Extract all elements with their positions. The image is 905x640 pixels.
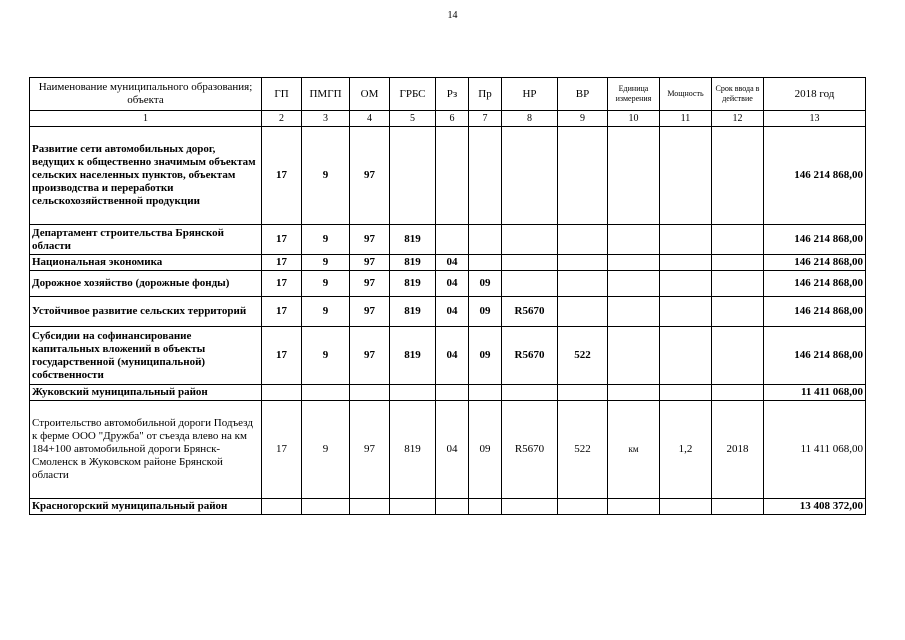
code-cell: 09	[469, 327, 502, 385]
code-cell	[660, 225, 712, 255]
code-cell: 17	[262, 225, 302, 255]
code-cell	[608, 499, 660, 515]
code-cell	[712, 255, 764, 271]
amount-cell: 146 214 868,00	[764, 127, 866, 225]
table-row	[30, 225, 866, 255]
code-cell	[436, 225, 469, 255]
col-header-commissioning: Срок ввода в действие	[712, 78, 764, 111]
code-cell	[712, 225, 764, 255]
code-cell	[390, 385, 436, 401]
code-cell: 09	[469, 401, 502, 499]
code-cell	[558, 225, 608, 255]
code-cell: 819	[390, 297, 436, 327]
table-row	[30, 327, 866, 385]
code-cell	[502, 225, 558, 255]
code-cell: 04	[436, 297, 469, 327]
code-cell	[502, 255, 558, 271]
code-cell: 09	[469, 297, 502, 327]
code-cell	[436, 499, 469, 515]
table-row	[30, 127, 866, 225]
code-cell	[469, 385, 502, 401]
code-cell	[608, 255, 660, 271]
code-cell	[262, 499, 302, 515]
code-cell: 97	[350, 297, 390, 327]
code-cell	[608, 385, 660, 401]
code-cell	[558, 255, 608, 271]
code-cell	[436, 127, 469, 225]
code-cell: 17	[262, 401, 302, 499]
object-name-cell: Развитие сети автомобильных дорог, ведущих к общественно значимым объектам сельских населенных пунктов, объектам производства и переработки сельскохозяйственной продукции	[30, 127, 262, 225]
code-cell: 9	[302, 255, 350, 271]
code-cell	[712, 271, 764, 297]
code-cell: 9	[302, 127, 350, 225]
code-cell	[660, 499, 712, 515]
col-header-nr: НР	[502, 78, 558, 111]
column-number: 8	[502, 111, 558, 127]
table-row	[30, 385, 866, 401]
col-header-vr: ВР	[558, 78, 608, 111]
code-cell	[712, 297, 764, 327]
table-row	[30, 401, 866, 499]
code-cell	[660, 385, 712, 401]
amount-cell: 146 214 868,00	[764, 327, 866, 385]
code-cell: 17	[262, 271, 302, 297]
code-cell: 17	[262, 127, 302, 225]
column-number: 6	[436, 111, 469, 127]
code-cell: 522	[558, 401, 608, 499]
code-cell	[502, 385, 558, 401]
code-cell: км	[608, 401, 660, 499]
col-header-pr: Пр	[469, 78, 502, 111]
column-number: 10	[608, 111, 660, 127]
code-cell	[350, 499, 390, 515]
amount-cell: 146 214 868,00	[764, 297, 866, 327]
column-number: 12	[712, 111, 764, 127]
code-cell	[660, 255, 712, 271]
amount-cell: 11 411 068,00	[764, 385, 866, 401]
code-cell	[502, 127, 558, 225]
code-cell	[302, 385, 350, 401]
code-cell	[469, 499, 502, 515]
object-name-cell: Дорожное хозяйство (дорожные фонды)	[30, 271, 262, 297]
code-cell	[558, 127, 608, 225]
code-cell	[558, 499, 608, 515]
code-cell: R5670	[502, 327, 558, 385]
code-cell	[608, 271, 660, 297]
code-cell	[712, 127, 764, 225]
code-cell: 97	[350, 255, 390, 271]
code-cell	[558, 271, 608, 297]
column-number: 1	[30, 111, 262, 127]
col-header-capacity: Мощность	[660, 78, 712, 111]
code-cell: 819	[390, 255, 436, 271]
code-cell	[469, 127, 502, 225]
code-cell	[608, 297, 660, 327]
code-cell: 819	[390, 271, 436, 297]
code-cell: 97	[350, 271, 390, 297]
object-name-cell: Устойчивое развитие сельских территорий	[30, 297, 262, 327]
amount-cell: 146 214 868,00	[764, 271, 866, 297]
code-cell: R5670	[502, 401, 558, 499]
page-number: 14	[447, 10, 458, 21]
code-cell: 17	[262, 327, 302, 385]
code-cell	[660, 127, 712, 225]
code-cell	[469, 255, 502, 271]
col-header-2018: 2018 год	[764, 78, 866, 111]
code-cell: 9	[302, 225, 350, 255]
code-cell: 97	[350, 225, 390, 255]
code-cell: 9	[302, 271, 350, 297]
table-row	[30, 499, 866, 515]
code-cell: 04	[436, 327, 469, 385]
amount-cell: 13 408 372,00	[764, 499, 866, 515]
header-row	[30, 78, 866, 111]
object-name-cell: Департамент строительства Брянской области	[30, 225, 262, 255]
code-cell: 522	[558, 327, 608, 385]
col-header-unit: Единица измерения	[608, 78, 660, 111]
code-cell: 2018	[712, 401, 764, 499]
amount-cell: 146 214 868,00	[764, 255, 866, 271]
code-cell: 9	[302, 297, 350, 327]
code-cell	[608, 127, 660, 225]
table-body	[30, 127, 866, 515]
column-number: 2	[262, 111, 302, 127]
code-cell: 04	[436, 255, 469, 271]
col-header-pmgp: ПМГП	[302, 78, 350, 111]
code-cell: 9	[302, 401, 350, 499]
object-name-cell: Субсидии на софинансирование капитальных вложений в объекты государственной (муниципальной) собственности	[30, 327, 262, 385]
column-number: 13	[764, 111, 866, 127]
code-cell: 97	[350, 127, 390, 225]
code-cell	[350, 385, 390, 401]
column-number-row	[30, 111, 866, 127]
code-cell	[712, 327, 764, 385]
table-row	[30, 271, 866, 297]
column-number: 9	[558, 111, 608, 127]
code-cell	[608, 327, 660, 385]
column-number: 5	[390, 111, 436, 127]
code-cell	[608, 225, 660, 255]
code-cell	[502, 271, 558, 297]
code-cell	[502, 499, 558, 515]
code-cell: 17	[262, 255, 302, 271]
code-cell: 97	[350, 401, 390, 499]
code-cell: 09	[469, 271, 502, 297]
code-cell: R5670	[502, 297, 558, 327]
code-cell: 819	[390, 401, 436, 499]
code-cell	[558, 297, 608, 327]
object-name-cell: Жуковский муниципальный район	[30, 385, 262, 401]
col-header-gp: ГП	[262, 78, 302, 111]
code-cell	[302, 499, 350, 515]
code-cell: 97	[350, 327, 390, 385]
code-cell	[390, 499, 436, 515]
col-header-name: Наименование муниципального образования; объекта	[30, 78, 262, 111]
code-cell: 819	[390, 225, 436, 255]
code-cell	[390, 127, 436, 225]
column-number: 4	[350, 111, 390, 127]
column-number: 7	[469, 111, 502, 127]
code-cell: 04	[436, 271, 469, 297]
code-cell: 1,2	[660, 401, 712, 499]
code-cell: 17	[262, 297, 302, 327]
object-name-cell: Строительство автомобильной дороги Подъезд к ферме ООО "Дружба" от съезда влево на км 184+100 автомобильной дороги Брянск-Смоленск в Жуковском районе Брянской области	[30, 401, 262, 499]
col-header-om: ОМ	[350, 78, 390, 111]
column-number: 3	[302, 111, 350, 127]
table-header	[30, 78, 866, 127]
code-cell: 04	[436, 401, 469, 499]
code-cell: 819	[390, 327, 436, 385]
code-cell	[262, 385, 302, 401]
table-row	[30, 255, 866, 271]
amount-cell: 11 411 068,00	[764, 401, 866, 499]
code-cell	[660, 327, 712, 385]
code-cell	[558, 385, 608, 401]
code-cell	[660, 297, 712, 327]
amount-cell: 146 214 868,00	[764, 225, 866, 255]
budget-table	[29, 77, 866, 515]
code-cell	[712, 499, 764, 515]
object-name-cell: Национальная экономика	[30, 255, 262, 271]
object-name-cell: Красногорский муниципальный район	[30, 499, 262, 515]
col-header-rz: Рз	[436, 78, 469, 111]
code-cell	[712, 385, 764, 401]
code-cell: 9	[302, 327, 350, 385]
code-cell	[660, 271, 712, 297]
column-number: 11	[660, 111, 712, 127]
code-cell	[469, 225, 502, 255]
col-header-grbs: ГРБС	[390, 78, 436, 111]
code-cell	[436, 385, 469, 401]
table-row	[30, 297, 866, 327]
